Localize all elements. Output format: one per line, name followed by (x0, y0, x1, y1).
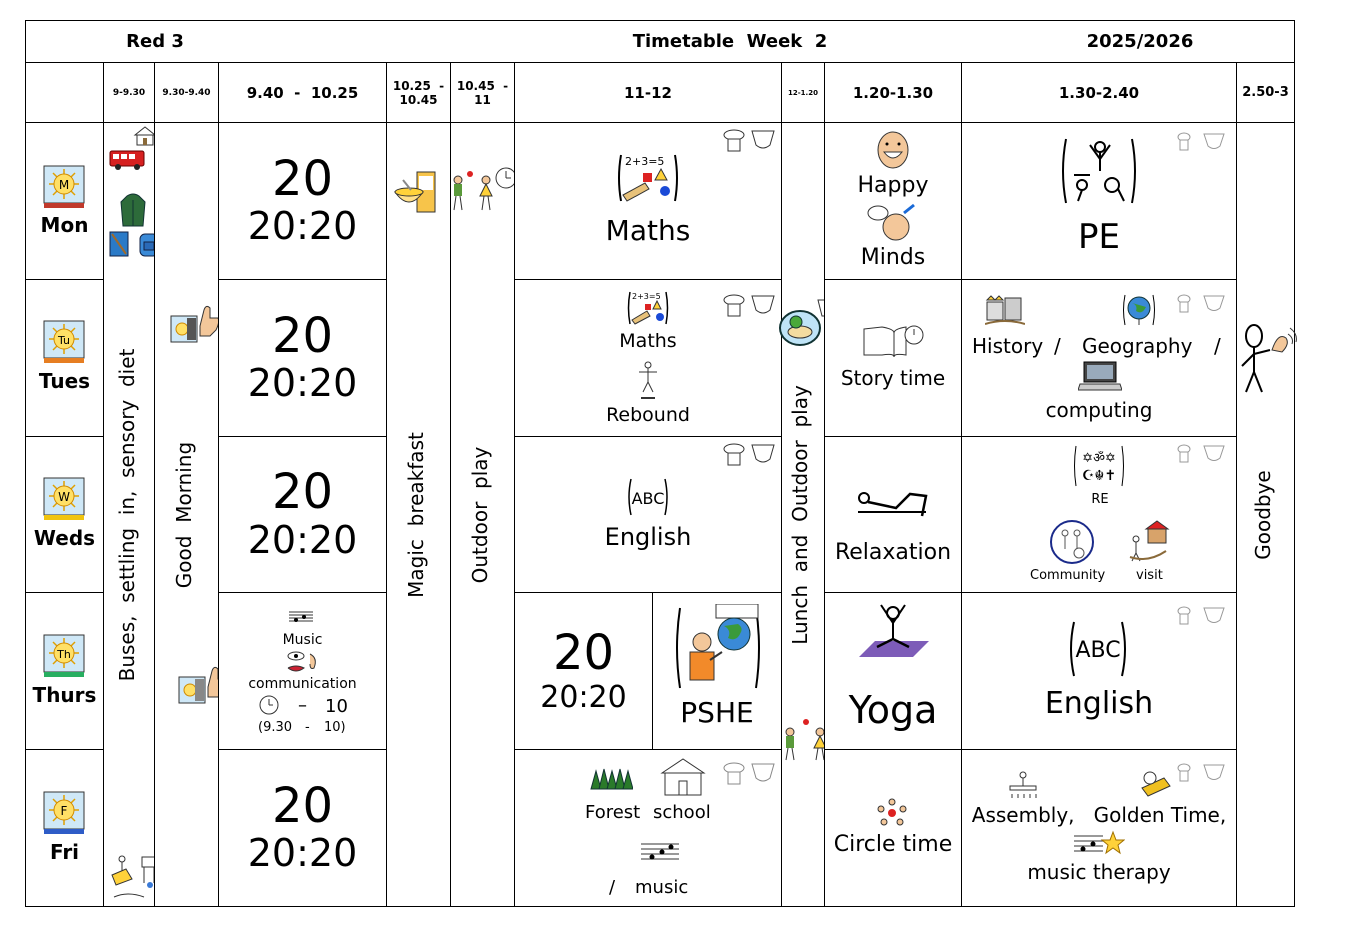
magic-breakfast-label: Magic breakfast (404, 432, 428, 598)
clock-icon (258, 694, 280, 716)
english-label: English (604, 523, 692, 551)
eye-mouth-ear-icon (286, 650, 320, 674)
music-label: Music (282, 632, 323, 648)
community-icon (1049, 519, 1095, 565)
time-slot (154, 62, 219, 123)
circle-time-label: Circle time (833, 832, 953, 857)
music-label: music (635, 877, 689, 898)
time-slot (1236, 62, 1295, 123)
session1-time: 20:20 (247, 517, 358, 562)
session1-wed (218, 436, 387, 593)
sun-day-icon (43, 477, 85, 521)
session2-number: 20 (552, 625, 615, 682)
slash-label: / (609, 877, 616, 898)
time-slot-label: 9-9.30 (112, 87, 146, 98)
svg-text:ABC: ABC (631, 489, 665, 508)
slash-label: / (1214, 334, 1221, 358)
day-symbol-fri (43, 791, 85, 835)
session1-time: 20:20 (247, 204, 358, 249)
svg-text:Tu: Tu (57, 334, 71, 347)
svg-text:2+3=5: 2+3=5 (632, 292, 661, 301)
time-slot-label: 10.45 (399, 92, 438, 107)
day-symbol-wed (43, 477, 85, 521)
assembly-golden-label: Assembly, Golden Time, (971, 803, 1227, 827)
story-time-label: Story time (840, 366, 946, 390)
day-name-thu: Thurs (32, 683, 97, 707)
thumbs-up-icon (170, 300, 220, 344)
forest-icon (589, 767, 633, 793)
day-symbol-mon (43, 165, 85, 209)
sun-day-icon (43, 320, 85, 364)
computing-label: computing (1045, 398, 1153, 422)
toilet-icon (1174, 762, 1228, 784)
day-name-mon: Mon (40, 213, 89, 237)
session1-fri (218, 749, 387, 907)
rebound-label: Rebound (606, 404, 690, 426)
waving-person-icon (1234, 322, 1298, 394)
house-visit-icon (1126, 519, 1170, 563)
visit-label: visit (1136, 568, 1163, 583)
session1-tue (218, 279, 387, 437)
time-slot (386, 62, 451, 123)
time-slot-label: 11 (474, 92, 491, 107)
toilet-icon (1174, 443, 1228, 465)
time-slot-label: 2.50-3 (1242, 85, 1289, 100)
relaxation-label: Relaxation (834, 540, 952, 565)
time-slot (103, 62, 155, 123)
time-slot-label: 12-1.20 (788, 88, 818, 97)
forest-label: Forest (585, 802, 641, 823)
svg-text:F: F (60, 804, 68, 818)
session1-number: 20 (271, 307, 334, 364)
pe-label: PE (1078, 217, 1120, 257)
communication-label: communication (248, 676, 357, 692)
session1-number: 20 (271, 464, 334, 521)
happy-label: Happy (857, 173, 929, 198)
time-slot-label: 1.30-2.40 (1058, 83, 1140, 102)
time-slot-label: 9.40 - 10.25 (246, 83, 359, 102)
happy-face-icon (876, 130, 910, 170)
session1-time: 20:20 (247, 361, 358, 406)
svg-text:✡ॐ✡: ✡ॐ✡ (1082, 451, 1116, 466)
maths-label: Maths (619, 330, 677, 352)
day-name-fri: Fri (49, 840, 80, 864)
geography-label: Geography (1082, 334, 1193, 358)
day-symbol-thu (43, 634, 85, 678)
thu-range-start: (9.30 (258, 720, 293, 735)
day-name-wed: Weds (33, 526, 96, 550)
religions-icon (1073, 444, 1125, 488)
pe-icon (1060, 137, 1138, 205)
bus-icon (109, 149, 147, 171)
goodbye-label: Goodbye (1251, 470, 1275, 560)
sun-day-icon (43, 634, 85, 678)
thinking-face-icon (866, 203, 918, 241)
children-playing-icon (108, 853, 160, 903)
time-slot (218, 62, 387, 123)
yoga-label: Yoga (848, 688, 938, 732)
session2-time: 20:20 (540, 679, 627, 715)
school-year: 2025/2026 (1086, 31, 1194, 52)
timetable-title: Timetable Week 2 (632, 31, 828, 52)
teacher-icon (674, 604, 762, 690)
svg-text:M: M (58, 178, 70, 192)
time-slot (450, 62, 515, 123)
laptop-icon (1078, 360, 1122, 392)
time-slot-label: 11-12 (624, 83, 672, 102)
time-slot-label: 9.30-9.40 (162, 87, 211, 98)
session1-mon (218, 122, 387, 280)
time-slot-label: 10.25 - (392, 78, 445, 93)
svg-text:Th: Th (57, 648, 71, 661)
slash-label: / (1054, 334, 1061, 358)
class-name: Red 3 (126, 31, 184, 52)
english-label: English (1044, 686, 1154, 721)
globe-icon (1122, 293, 1156, 327)
children-playing-icon (448, 166, 518, 214)
history-label: History (972, 334, 1044, 358)
toilet-icon (722, 127, 778, 153)
svg-text:W: W (58, 490, 70, 504)
time-corner-cell (25, 62, 104, 123)
coat-icon (119, 192, 147, 228)
gold-star-icon (1140, 770, 1174, 798)
community-label: Community (1030, 568, 1106, 583)
maths-label: Maths (605, 214, 691, 247)
school-icon (660, 757, 706, 797)
time-slot (514, 62, 782, 123)
thu-range-dash: - (305, 720, 310, 735)
svg-text:☪☬✝: ☪☬✝ (1081, 468, 1117, 484)
minds-label: Minds (860, 245, 926, 270)
toilet-icon (1174, 131, 1228, 153)
circle-time-icon (876, 797, 908, 829)
svg-text:ABC: ABC (1075, 638, 1121, 663)
maths-symbol-icon (627, 290, 669, 326)
yoga-icon (855, 603, 931, 659)
sun-day-icon (43, 791, 85, 835)
toilet-icon (1174, 605, 1228, 627)
music-notes-icon (1073, 830, 1125, 858)
session2-thu-left (514, 592, 653, 750)
music-therapy-label: music therapy (1027, 860, 1171, 884)
english-abc-icon (1068, 620, 1128, 678)
toilet-icon (1174, 293, 1228, 315)
day-symbol-tue (43, 320, 85, 364)
school-label: school (653, 802, 711, 823)
assembly-icon (1006, 770, 1040, 800)
book-icon (862, 325, 926, 359)
relaxation-icon (856, 490, 930, 520)
pshe-label: PSHE (680, 696, 754, 729)
outdoor-play-label: Outdoor play (468, 446, 492, 584)
time-slot-label: 10.45 - (456, 78, 509, 93)
thu-dash: – (298, 695, 307, 716)
music-notes-icon (640, 840, 680, 864)
trampoline-person-icon (635, 360, 661, 400)
thu-range-end: 10) (324, 720, 346, 735)
svg-text:2+3=5: 2+3=5 (625, 155, 665, 168)
day-name-tue: Tues (38, 369, 91, 393)
re-label: RE (1091, 492, 1109, 507)
english-abc-icon (627, 477, 669, 517)
cereal-icon (393, 170, 439, 214)
lunch-label: Lunch and Outdoor play (788, 385, 812, 645)
castle-icon (985, 294, 1025, 328)
time-slot (961, 62, 1237, 123)
session1-number: 20 (271, 150, 334, 207)
time-slot-label: 1.20-1.30 (852, 83, 934, 102)
session1-time: 20:20 (247, 831, 358, 876)
sun-day-icon (43, 165, 85, 209)
thu-ten: 10 (325, 696, 348, 717)
music-notes-icon (288, 609, 314, 625)
time-slot (824, 62, 962, 123)
toilet-icon (722, 760, 778, 786)
buses-label: Buses, settling in, sensory diet (115, 348, 139, 682)
maths-symbol-icon (617, 153, 679, 203)
session1-number: 20 (271, 777, 334, 834)
good-morning-label: Good Morning (172, 441, 196, 589)
toilet-icon (722, 441, 778, 467)
time-slot (781, 62, 825, 123)
toilet-icon (722, 292, 778, 318)
